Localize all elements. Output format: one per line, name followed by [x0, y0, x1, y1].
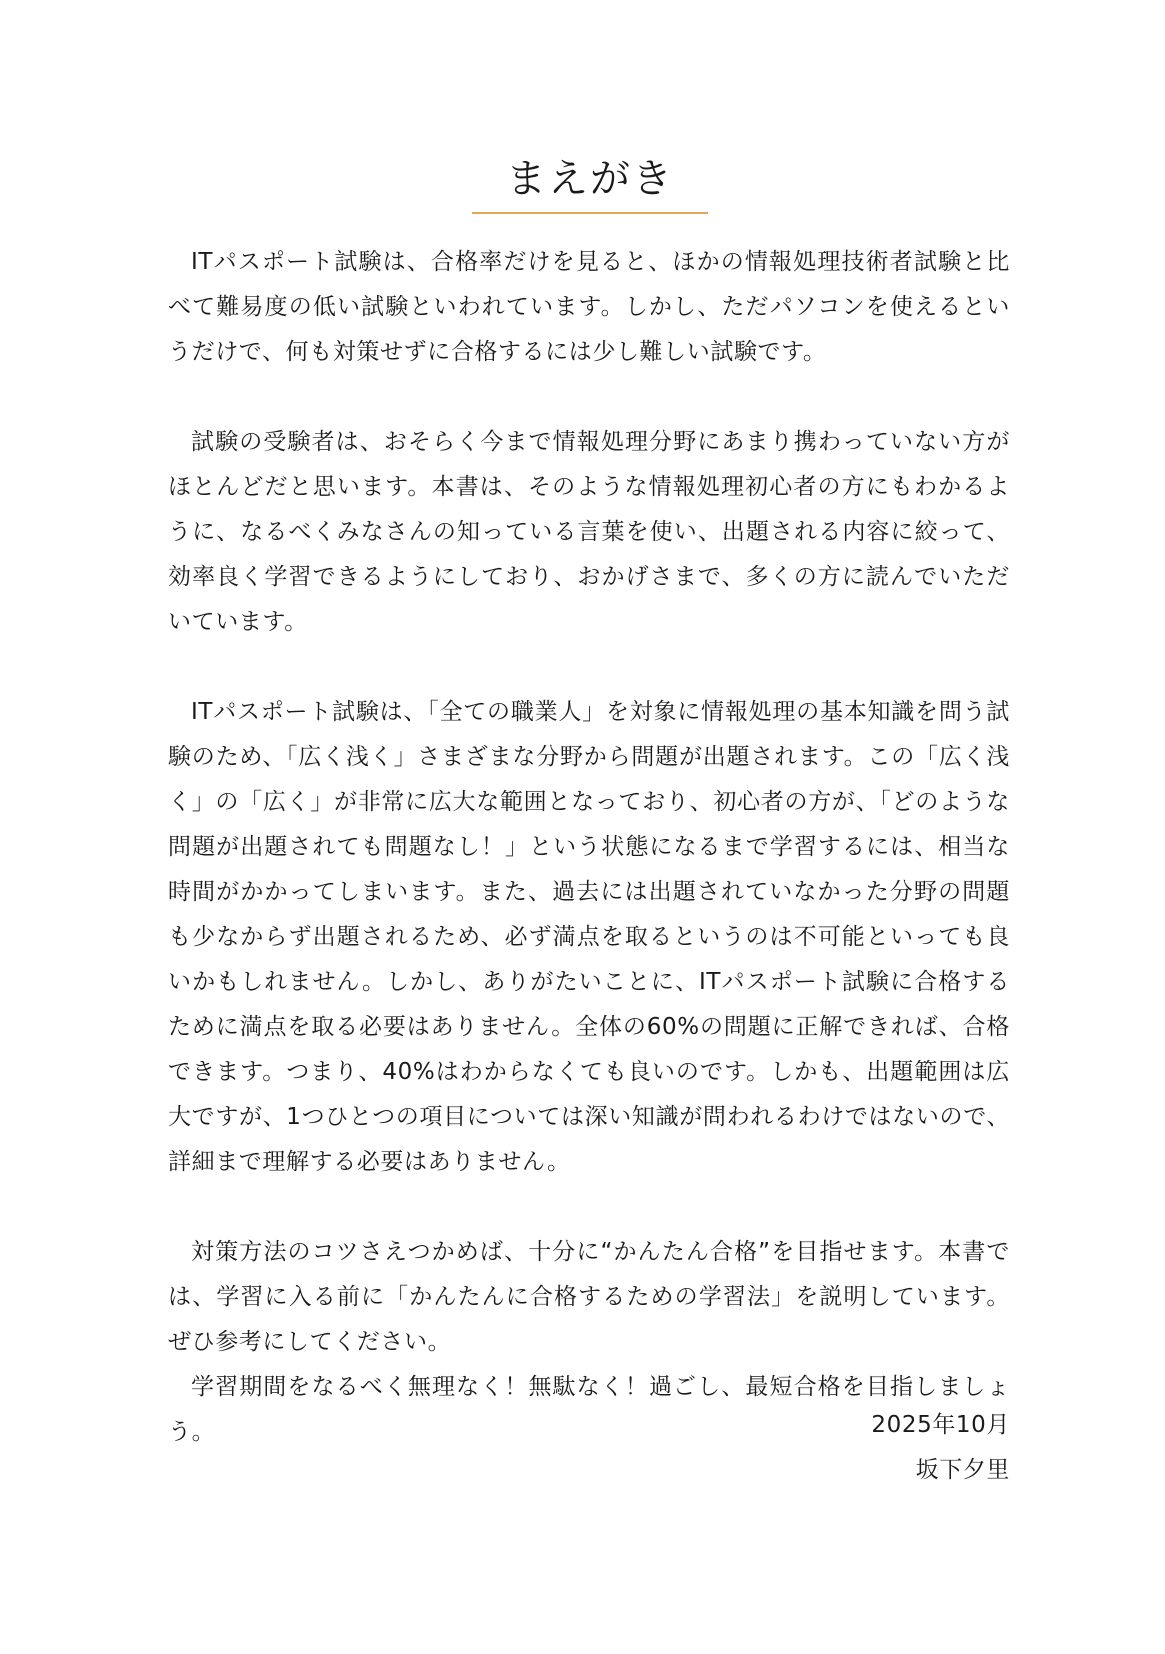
preface-body: [168, 240, 1010, 1455]
page-title: まえがき: [506, 156, 674, 202]
signoff-block: [700, 1403, 1010, 1493]
paragraph-2: 試験の受験者は、おそらく今まで情報処理分野にあまり携わっていない方がほとんどだと思います。本書は、そのような情報処理初心者の方にもわかるように、なるべくみなさんの知っている言葉を使い、出題される内容に絞って、効率良く学習できるようにしており、おかげさまで、多くの方に読んでいただいています。: [168, 429, 1010, 635]
paragraph-5: 学習期間をなるべく無理なく！無駄なく！過ごし、最短合格を目指しましょう。: [168, 1374, 1010, 1445]
paragraph-3: ITパスポート試験は、「全ての職業人」を対象に情報処理の基本知識を問う試験のため、「広く浅く」さまざまな分野から問題が出題されます。この「広く浅く」の「広く」が非常に広大な範囲となっており、初心者の方が、「どのような問題が出題されても問題なし！」という状態になるまで学習するには、相当な時間がかかってしまいます。また、過去には出題されていなかった分野の問題も少なからず出題されるため、必ず満点を取るというのは不可能といっても良いかもしれません。しかし、ありがたいことに、ITパスポート試験に合格するために満点を取る必要はありません。全体の60%の問題に正解できれば、合格できます。つまり、40%はわからなくても良いのです。しかも、出題範囲は広大ですが、1つひとつの項目については深い知識が問われるわけではないので、詳細まで理解する必要はありません。: [168, 699, 1010, 1175]
signoff-author: 坂下夕里: [915, 1457, 1010, 1483]
title-block: [472, 152, 708, 206]
paragraph-1: ITパスポート試験は、合格率だけを見ると、ほかの情報処理技術者試験と比べて難易度の低い試験といわれています。しかし、ただパソコンを使えるというだけで、何も対策せずに合格するには少し難しい試験です。: [168, 249, 1010, 365]
paragraph-4: 対策方法のコツさえつかめば、十分に“かんたん合格”を目指せます。本書では、学習に入る前に「かんたんに合格するための学習法」を説明しています。ぜひ参考にしてください。: [168, 1239, 1010, 1355]
title-underline: [472, 212, 708, 214]
signoff-date: 2025年10月: [871, 1412, 1010, 1438]
